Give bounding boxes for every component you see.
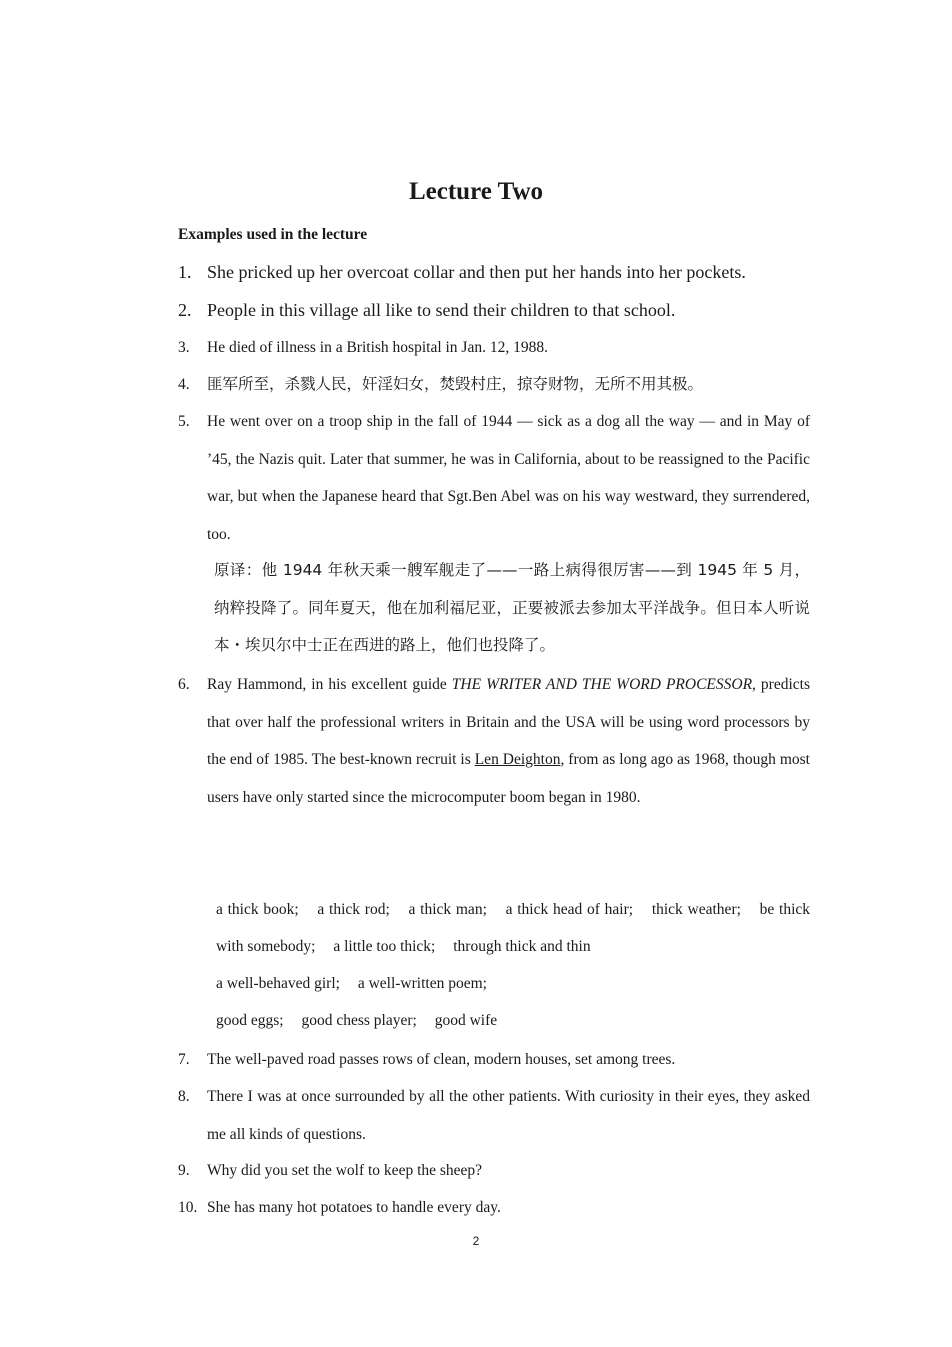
- example-item-5: [178, 403, 810, 553]
- phrase: a thick man;: [408, 901, 487, 918]
- phrase-group-well: [216, 965, 810, 1002]
- text-segment: , from as long ago as 1968, though most users have only started since the microcomputer boom began in 1980.: [207, 751, 810, 806]
- item-number: 1.: [178, 262, 192, 282]
- phrase: thick weather;: [651, 901, 741, 918]
- example-item-7: [178, 1041, 810, 1079]
- phrase: a thick head of hair;: [505, 901, 634, 918]
- item-number: 10.: [178, 1199, 198, 1216]
- phrase-group-thick: [216, 891, 810, 965]
- item-text: There I was at once surrounded by all the other patients. With curiosity in their eyes, they asked me all kinds of questions.: [207, 1088, 810, 1143]
- item-text: She pricked up her overcoat collar and then put her hands into her pockets.: [207, 262, 746, 282]
- example-item-9: [178, 1152, 810, 1190]
- page-number: 2: [472, 1234, 480, 1248]
- item-text: She has many hot potatoes to handle every day.: [207, 1199, 501, 1216]
- example-item-3: [178, 329, 810, 367]
- item-number: 6.: [178, 676, 190, 693]
- phrase: be thick with somebody;: [216, 901, 811, 955]
- phrase: through thick and thin: [453, 938, 591, 955]
- phrase: good chess player;: [301, 1012, 417, 1029]
- phrase: good wife: [434, 1012, 498, 1029]
- item-text: [207, 666, 810, 816]
- phrase: a thick rod;: [317, 901, 390, 918]
- item-number: 8.: [178, 1088, 190, 1105]
- item-text: He died of illness in a British hospital in Jan. 12, 1988.: [207, 339, 548, 356]
- phrase: a little too thick;: [333, 938, 436, 955]
- section-subtitle: Examples used in the lecture: [178, 226, 368, 243]
- page-title: Lecture Two: [408, 178, 543, 205]
- chinese-translation: 原译：他 1944 年秋天乘一艘军舰走了——一路上病得很厉害——到 1945 年 5 月，纳粹投降了。同年夏天，他在加利福尼亚，正要被派去参加太平洋战争。但日本人听说本・埃贝尔中士正在西进的路上，他们也投降了。: [214, 561, 810, 654]
- text-segment: , predicts that over half the professional writers in Britain and the USA will be using word processors by the end of 1985. The best-known recruit is: [207, 676, 810, 768]
- item-number: 9.: [178, 1162, 190, 1179]
- item-number: 7.: [178, 1051, 190, 1068]
- phrase: a thick book;: [216, 901, 299, 918]
- item-text: He went over on a troop ship in the fall of 1944 — sick as a dog all the way — and in May of ’45, the Nazis quit. Later that summer, he was in California, about to be reassigned to the Pacific war, but when the Japanese heard that Sgt.Ben Abel was on his way westward, they surrendered, too.: [207, 413, 810, 543]
- phrase: a well-behaved girl;: [216, 975, 340, 992]
- example-item-10: [178, 1189, 810, 1227]
- phrase: good eggs;: [216, 1012, 284, 1029]
- example-item-4: [178, 366, 810, 404]
- example-item-8: [178, 1078, 810, 1153]
- example-item-2: [178, 297, 810, 323]
- item-text: Why did you set the wolf to keep the sheep?: [207, 1162, 483, 1179]
- item-text: 匪军所至，杀戮人民，奸淫妇女，焚毁村庄，掠夺财物，无所不用其极。: [207, 375, 704, 393]
- text-segment: Ray Hammond, in his excellent guide: [207, 676, 452, 693]
- item-text: People in this village all like to send their children to that school.: [207, 300, 676, 320]
- item-number: 5.: [178, 413, 190, 430]
- phrase-group-good: [216, 1002, 810, 1039]
- item-number: 2.: [178, 300, 192, 320]
- phrase: a well-written poem;: [357, 975, 487, 992]
- item-text: The well-paved road passes rows of clean, modern houses, set among trees.: [207, 1051, 676, 1068]
- example-item-1: [178, 259, 810, 285]
- item-number: 3.: [178, 339, 190, 356]
- item-number: 4.: [178, 376, 190, 393]
- book-title: THE WRITER AND THE WORD PROCESSOR: [451, 676, 753, 693]
- example-item-6: [178, 666, 810, 816]
- underlined-name: Len Deighton: [474, 751, 561, 768]
